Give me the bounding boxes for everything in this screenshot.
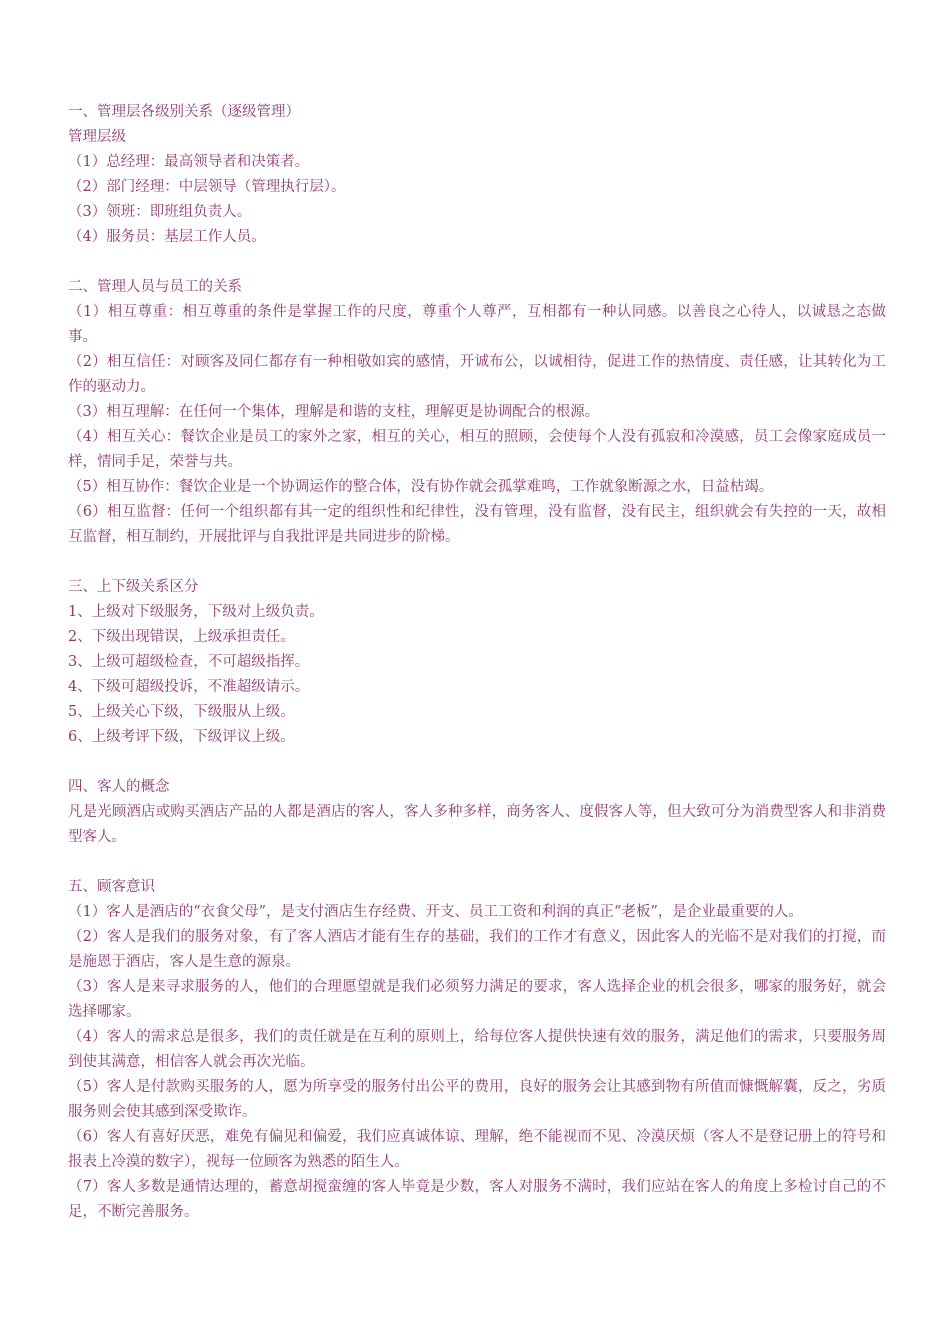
section-manager-staff-relations bbox=[68, 275, 886, 550]
paragraph: 管理层级 bbox=[68, 129, 126, 145]
paragraph: （7）客人多数是通情达理的，蓄意胡搅蛮缠的客人毕竟是少数，客人对服务不满时，我们应站在客人的角度上多检讨自己的不足，不断完善服务。 bbox=[68, 1179, 886, 1220]
paragraph: （6）客人有喜好厌恶，难免有偏见和偏爱，我们应真诚体谅、理解，绝不能视而不见、冷漠厌烦（客人不是登记册上的符号和报表上冷漠的数字），视每一位顾客为熟悉的陌生人。 bbox=[68, 1129, 886, 1170]
paragraph: （5）客人是付款购买服务的人，愿为所享受的服务付出公平的费用，良好的服务会让其感到物有所值而慷慨解囊，反之，劣质服务则会使其感到深受欺诈。 bbox=[68, 1079, 886, 1120]
paragraph: （4）相互关心：餐饮企业是员工的家外之家，相互的关心，相互的照顾，会使每个人没有孤寂和冷漠感，员工会像家庭成员一样，情同手足，荣誉与共。 bbox=[68, 429, 886, 470]
section-heading: 四、客人的概念 bbox=[68, 779, 170, 795]
paragraph: （4）客人的需求总是很多，我们的责任就是在互利的原则上，给每位客人提供快速有效的服务，满足他们的需求，只要服务周到使其满意，相信客人就会再次光临。 bbox=[68, 1029, 886, 1070]
section-hierarchy-distinctions bbox=[68, 575, 886, 750]
paragraph: （1）相互尊重：相互尊重的条件是掌握工作的尺度，尊重个人尊严，互相都有一种认同感。以善良之心待人，以诚恳之态做事。 bbox=[68, 304, 886, 345]
list-item: 4、下级可超级投诉，不准超级请示。 bbox=[68, 679, 310, 695]
paragraph: （1）客人是酒店的“衣食父母”，是支付酒店生存经费、开支、员工工资和利润的真正“老板”，是企业最重要的人。 bbox=[68, 904, 803, 920]
paragraph: （6）相互监督：任何一个组织都有其一定的组织性和纪律性，没有管理，没有监督，没有民主，组织就会有失控的一天，故相互监督，相互制约，开展批评与自我批评是共同进步的阶梯。 bbox=[68, 504, 886, 545]
section-heading: 三、上下级关系区分 bbox=[68, 579, 199, 595]
paragraph: （1）总经理：最高领导者和决策者。 bbox=[68, 154, 310, 170]
list-item: 5、上级关心下级，下级服从上级。 bbox=[68, 704, 295, 720]
section-guest-concept bbox=[68, 775, 886, 850]
paragraph: （2）部门经理：中层领导（管理执行层）。 bbox=[68, 179, 346, 195]
list-item: 1、上级对下级服务，下级对上级负责。 bbox=[68, 604, 324, 620]
paragraph: （5）相互协作：餐饮企业是一个协调运作的整合体，没有协作就会孤掌难鸣，工作就象断源之水，日益枯竭。 bbox=[68, 479, 774, 495]
paragraph: 凡是光顾酒店或购买酒店产品的人都是酒店的客人，客人多种多样，商务客人、度假客人等，但大致可分为消费型客人和非消费型客人。 bbox=[68, 804, 886, 845]
section-customer-awareness bbox=[68, 875, 886, 1225]
list-item: 2、下级出现错误，上级承担责任。 bbox=[68, 629, 295, 645]
section-heading: 一、管理层各级别关系（逐级管理） bbox=[68, 104, 300, 120]
document-body bbox=[68, 100, 886, 1250]
paragraph: （2）客人是我们的服务对象，有了客人酒店才能有生存的基础，我们的工作才有意义，因此客人的光临不是对我们的打搅，而是施恩于酒店，客人是生意的源泉。 bbox=[68, 929, 886, 970]
list-item: 6、上级考评下级，下级评议上级。 bbox=[68, 729, 295, 745]
section-management-levels bbox=[68, 100, 886, 250]
section-heading: 二、管理人员与员工的关系 bbox=[68, 279, 242, 295]
list-item: 3、上级可超级检查，不可超级指挥。 bbox=[68, 654, 310, 670]
paragraph: （3）客人是来寻求服务的人，他们的合理愿望就是我们必须努力满足的要求，客人选择企业的机会很多，哪家的服务好，就会选择哪家。 bbox=[68, 979, 886, 1020]
paragraph: （2）相互信任：对顾客及同仁都存有一种相敬如宾的感情，开诚布公，以诚相待，促进工作的热情度、责任感，让其转化为工作的驱动力。 bbox=[68, 354, 886, 395]
paragraph: （3）相互理解：在任何一个集体，理解是和谐的支柱，理解更是协调配合的根源。 bbox=[68, 404, 600, 420]
section-heading: 五、顾客意识 bbox=[68, 879, 155, 895]
paragraph: （4）服务员：基层工作人员。 bbox=[68, 229, 266, 245]
paragraph: （3）领班：即班组负责人。 bbox=[68, 204, 252, 220]
